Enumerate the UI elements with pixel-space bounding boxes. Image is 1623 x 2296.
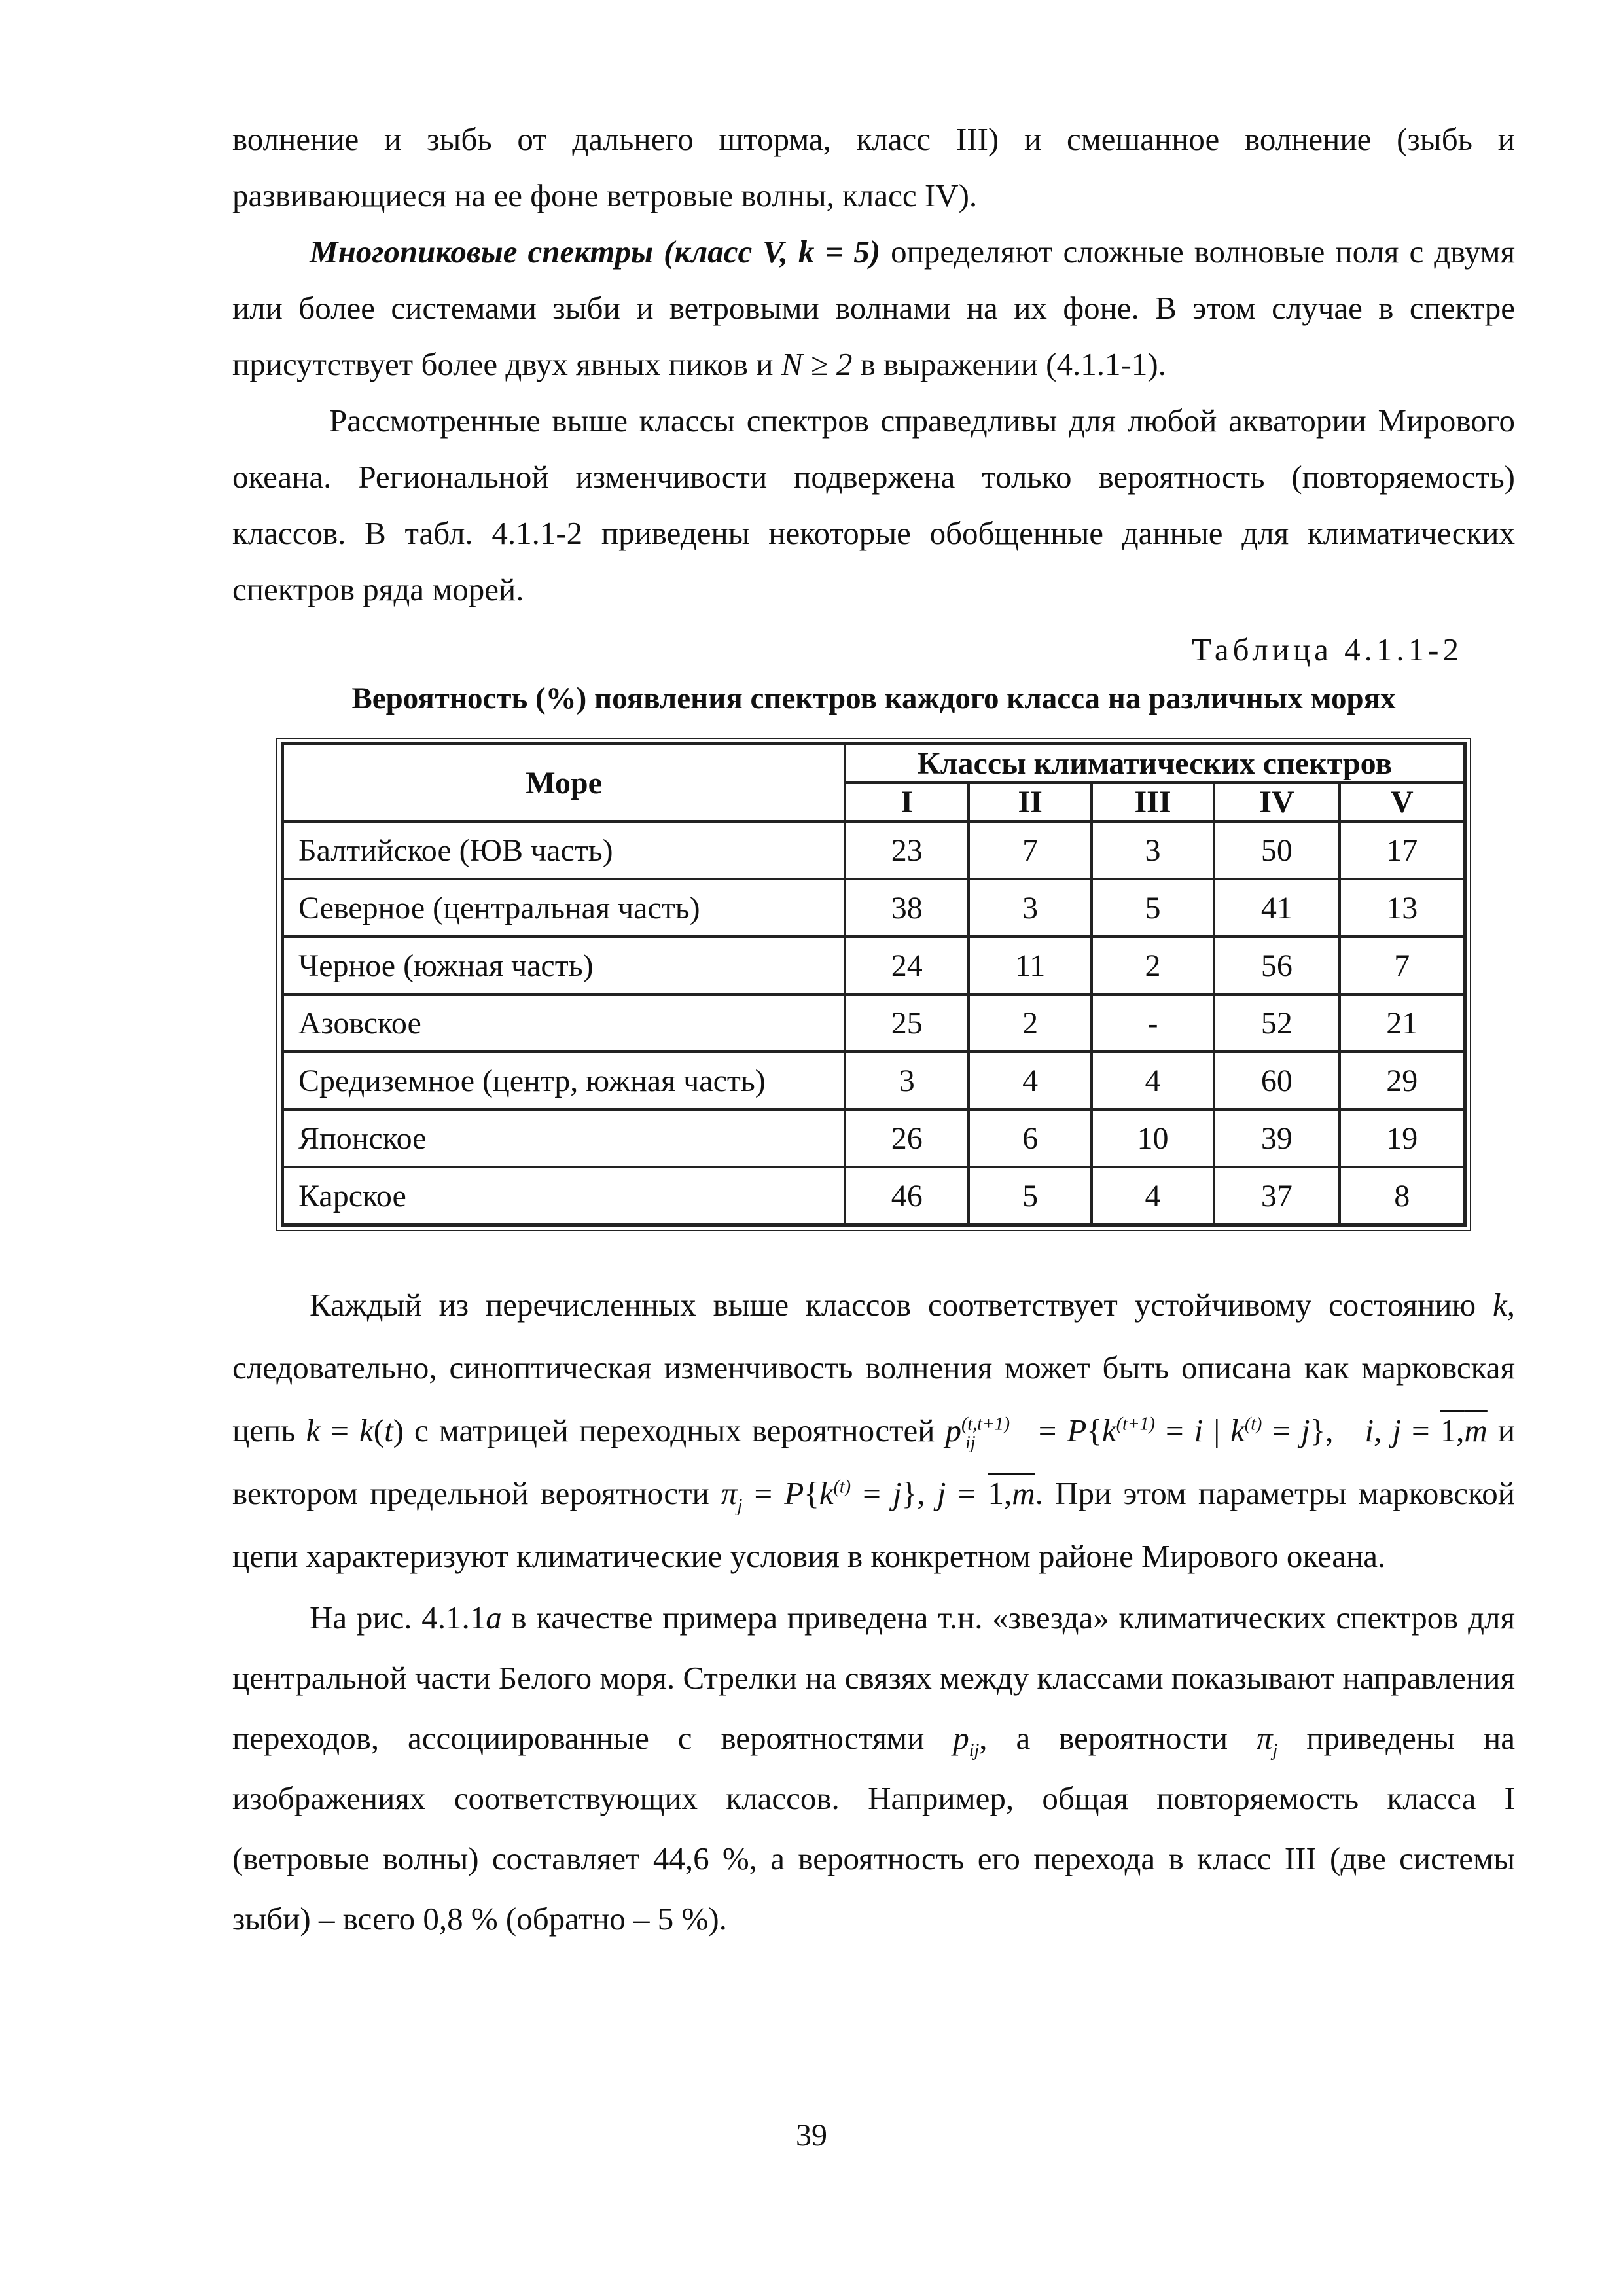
sea-name: Карское [283, 1167, 845, 1225]
formula-pi-j: $\pi_j$ [1257, 1720, 1278, 1761]
sea-name: Балтийское (ЮВ часть) [283, 821, 845, 879]
table-cell: 56 [1214, 937, 1339, 994]
table-cell: 19 [1340, 1109, 1465, 1167]
table-cell: 4 [1092, 1052, 1214, 1109]
paragraph-4-text-1: Каждый из перечисленных выше классов соответствует устойчивому состоянию [310, 1287, 1493, 1323]
table-cell: 10 [1092, 1109, 1214, 1167]
sea-name: Черное (южная часть) [283, 937, 845, 994]
table-cell: 29 [1340, 1052, 1465, 1109]
header-class: IV [1214, 783, 1339, 821]
table-caption: Вероятность (%) появления спектров каждого класса на различных морях [351, 681, 1396, 715]
figure-ref-letter: а [486, 1600, 502, 1636]
table-cell: 46 [845, 1167, 969, 1225]
table-cell: 7 [969, 821, 1091, 879]
table-cell: 7 [1340, 937, 1465, 994]
table-cell: 3 [969, 879, 1091, 937]
table-row [283, 1052, 1465, 1109]
page-body [232, 111, 1515, 1949]
header-class: III [1092, 783, 1214, 821]
table-cell: 60 [1214, 1052, 1339, 1109]
formula-n-ge-2: N ≥ 2 [781, 346, 853, 382]
header-class: I [845, 783, 969, 821]
table-cell: 2 [969, 994, 1091, 1052]
header-class: II [969, 783, 1091, 821]
paragraph-4-text-5: При этом параметры марковской цепи характеризуют климатические условия в конкретном районе Мирового океана. [232, 1475, 1516, 1574]
paragraph-5-text-1: На рис. 4.1.1 [310, 1600, 486, 1636]
paragraph-4-text-3: с матрицей переходных вероятностей [404, 1412, 946, 1448]
table-cell: 37 [1214, 1167, 1339, 1225]
header-sea: Море [283, 744, 845, 821]
formula-k: k [1493, 1287, 1507, 1323]
table-cell: 4 [969, 1052, 1091, 1109]
probability-table [281, 742, 1467, 1227]
formula-k-of-t: k = k(t) [306, 1412, 404, 1448]
sea-name: Азовское [283, 994, 845, 1052]
table-cell: 3 [1092, 821, 1214, 879]
table-cell: 52 [1214, 994, 1339, 1052]
table-cell: 23 [845, 821, 969, 879]
sea-name: Японское [283, 1109, 845, 1167]
table-cell: 2 [1092, 937, 1214, 994]
table-cell: 21 [1340, 994, 1465, 1052]
table-cell: 3 [845, 1052, 969, 1109]
table-row [283, 821, 1465, 879]
table-cell: 5 [969, 1167, 1091, 1225]
paragraph-2-text-b: в выражении (4.1.1-1). [852, 346, 1166, 382]
table-cell: 39 [1214, 1109, 1339, 1167]
table-cell: 50 [1214, 821, 1339, 879]
paragraph-4-text-4: и вектором предельной вероятности [232, 1412, 1516, 1511]
table-row [283, 937, 1465, 994]
table-cell: 24 [845, 937, 969, 994]
table-cell: 25 [845, 994, 969, 1052]
table-cell: 5 [1092, 879, 1214, 937]
table-cell: 6 [969, 1109, 1091, 1167]
table-label: Таблица 4.1.1-2 [1192, 632, 1463, 668]
table-cell: 41 [1214, 879, 1339, 937]
table-cell: 17 [1340, 821, 1465, 879]
table-row [283, 1167, 1465, 1225]
header-class-group: Классы климатических спектров [845, 744, 1465, 783]
formula-limit-probability: $\pi_j = P\{k^{(t)} = j\}$, j = 1,m. [721, 1475, 1043, 1516]
header-class: V [1340, 783, 1465, 821]
table-cell: 4 [1092, 1167, 1214, 1225]
sea-name: Северное (центральная часть) [283, 879, 845, 937]
paragraph-4 [232, 1274, 1515, 1588]
paragraph-2-text-a: определяют сложные волновые поля с двумя или более системами зыби и ветровыми волнами на их фоне. В этом случае в спектре присутствует более двух явных пиков и [232, 234, 1515, 382]
sea-name: Средиземное (центр, южная часть) [283, 1052, 845, 1109]
paragraph-5-text-4: приведены на изображениях соответствующих классов. Например, общая повторяемость класса I (ветровые волны) составляет 44,6 %, а вероятность его перехода в класс III (две системы зыби) – всего 0,8 % (обратно – 5 %). [232, 1720, 1515, 1937]
table-row [283, 879, 1465, 937]
paragraph-5-text-3: , а вероятности [979, 1720, 1257, 1756]
table-cell: 38 [845, 879, 969, 937]
paragraph-5 [232, 1588, 1515, 1949]
formula-p-ij: $p_{ij}$ [953, 1720, 980, 1761]
paragraph-2-lead: Многопиковые спектры (класс V, k = 5) [310, 234, 881, 270]
formula-transition-probability: $p^{(t,t+1)}_{ij}$ = $P\{k^{(t+1)} = i$ | $k^{(t)} = j$}, i, j = 1,m [945, 1412, 1488, 1453]
paragraph-5-text-2: в качестве примера приведена т.н. «звезда» климатических спектров для центральной части Белого моря. Стрелки на связях между классами показывают направления переходов, ассоциированные с вероятностями [232, 1600, 1516, 1756]
table-row [283, 994, 1465, 1052]
table-cell: 11 [969, 937, 1091, 994]
paragraph-2 [232, 224, 1515, 393]
table-cell: 26 [845, 1109, 969, 1167]
paragraph-1: волнение и зыбь от дальнего шторма, класс III) и смешанное волнение (зыбь и развивающиеся на ее фоне ветровые волны, класс IV). [232, 121, 1515, 213]
table-cell: 8 [1340, 1167, 1465, 1225]
paragraph-4-text-2: , следовательно, синоптическая изменчивость волнения может быть описана как марковская цепь [232, 1287, 1515, 1448]
table-row [283, 1109, 1465, 1167]
page-number: 39 [796, 2118, 827, 2153]
table-cell: 13 [1340, 879, 1465, 937]
paragraph-3: Рассмотренные выше классы спектров справедливы для любой акватории Мирового океана. Региональной изменчивости подвержена только вероятность (повторяемость) классов. В табл. 4.1.1-2 приведены некоторые обобщенные данные для климатических спектров ряда морей. [232, 403, 1515, 607]
table-cell: - [1092, 994, 1214, 1052]
